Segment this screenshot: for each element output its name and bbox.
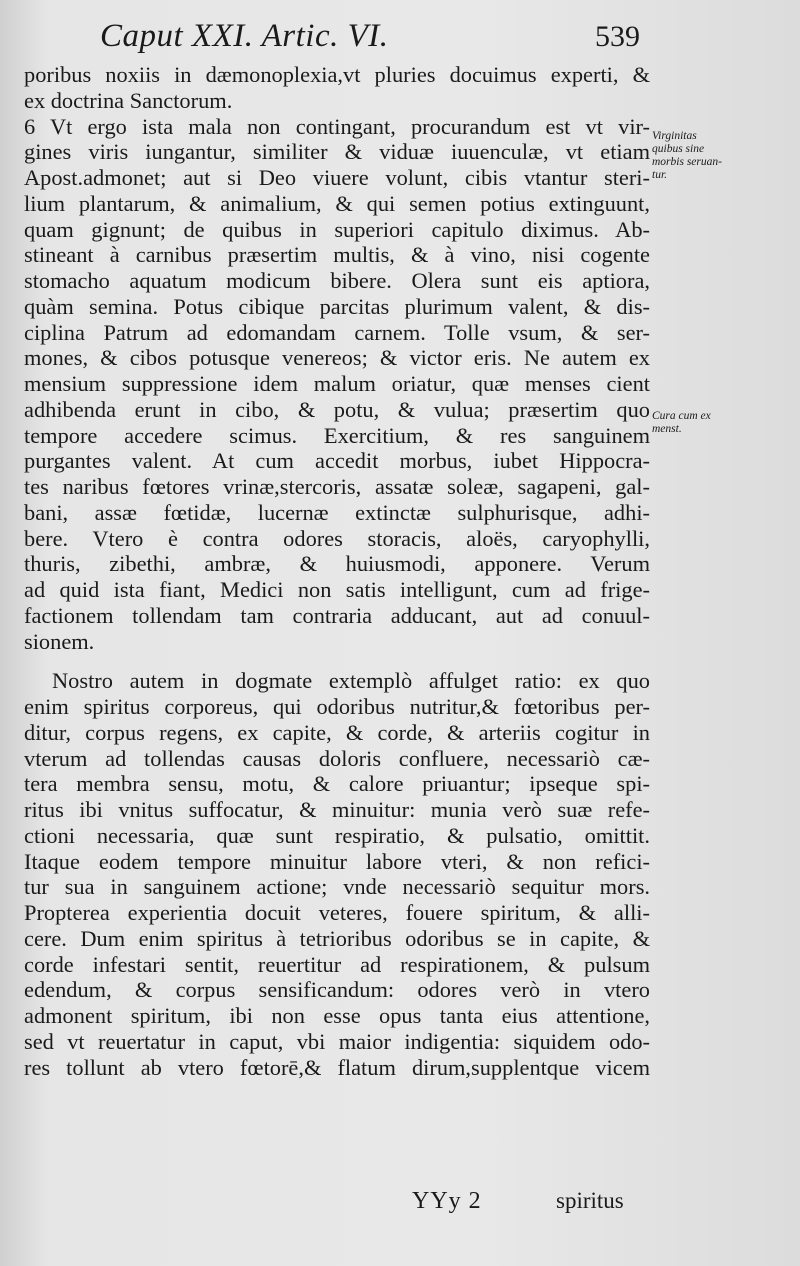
margin-note-line: menst.	[652, 423, 682, 435]
main-text	[24, 62, 650, 1080]
text-line: edendum, & corpus sensificandum: odores verò in vtero	[24, 977, 650, 1003]
text-line: quàm semina. Potus cibique parcitas plurimum valent, & dis-	[24, 293, 650, 319]
page-number: 539	[595, 20, 640, 53]
margin-note-line: quibus sine	[652, 143, 705, 155]
text-line: tes naribus fœtores vrinæ,stercoris, assatæ soleæ, sagapeni, gal-	[24, 474, 650, 499]
margin-note-line: tur.	[652, 169, 668, 181]
text-line: Nostro autem in dogmate extemplò affulget ratio: ex quo	[52, 668, 650, 694]
text-line: mensium suppressione idem malum oriatur, quæ menses cient	[24, 371, 650, 396]
text-line: tur sua in sanguinem actione; vnde necessariò sequitur mors.	[24, 874, 650, 900]
text-line: purgantes valent. At cum accedit morbus, iubet Hippocra-	[24, 448, 650, 474]
margin-note-line: Cura cum ex	[652, 410, 711, 422]
text-line: mones, & cibos potusque venereos; & victor eris. Ne autem ex	[24, 345, 650, 371]
page-footer	[0, 1188, 800, 1228]
text-line: ritus ibi vnitus suffocatur, & minuitur: munia verò suæ refe-	[24, 797, 650, 822]
text-line: admonent spiritum, ibi non esse opus tanta eius attentione,	[24, 1003, 650, 1028]
text-line: ex doctrina Sanctorum.	[24, 87, 233, 113]
text-line: ciplina Patrum ad edomandam carnem. Tolle vsum, & ser-	[24, 319, 650, 345]
text-line: stomacho aquatum modicum bibere. Olera sunt eis aptiora,	[24, 268, 650, 293]
text-line: Propterea experientia docuit veteres, fouere spiritum, & alli-	[24, 900, 650, 925]
text-line: vterum ad tollendas causas doloris confluere, necessariò cæ-	[24, 745, 650, 771]
text-line: lium plantarum, & animalium, & qui semen potius extinguunt,	[24, 190, 650, 216]
text-line: sionem.	[24, 628, 95, 654]
running-head: Caput XXI. Artic. VI.	[100, 18, 389, 54]
page-header	[100, 18, 640, 58]
margin-note-cura	[652, 410, 792, 436]
text-line: bere. Vtero è contra odores storacis, aloës, caryophylli,	[24, 525, 650, 551]
margin-note-line: Virginitas	[652, 130, 697, 142]
text-line: ctioni necessaria, quæ sunt respiratio, & pulsatio, omittit.	[24, 822, 650, 848]
text-line: gines viris iungantur, similiter & viduæ iuuenculæ, vt etiam	[24, 139, 650, 165]
signature-mark: YYy 2	[412, 1188, 482, 1214]
text-line: poribus noxiis in dæmonoplexia,vt pluries docuimus experti, &	[24, 62, 650, 87]
text-line: tempore accedere scimus. Exercitium, & res sanguinem	[24, 422, 650, 448]
text-line: quam gignunt; de quibus in superiori capitulo diximus. Ab-	[24, 216, 650, 242]
text-line: corde infestari sentit, reuertitur ad respirationem, & pulsum	[24, 951, 650, 977]
text-line: Apost.admonet; aut si Deo viuere volunt, cibis vtantur steri-	[24, 165, 650, 190]
text-line: sed vt reuertatur in caput, vbi maior indigentia: siquidem odo-	[24, 1028, 650, 1054]
text-line: adhibenda erunt in cibo, & potu, & vulua; præsertim quo	[24, 396, 650, 422]
text-line: bani, assæ fœtidæ, lucernæ extinctæ sulphurisque, adhi-	[24, 499, 650, 525]
text-line: ditur, corpus regens, ex capite, & corde, & arteriis cogitur in	[24, 719, 650, 745]
text-line: enim spiritus corporeus, qui odoribus nutritur,& fœtoribus per-	[24, 694, 650, 719]
text-line: ad quid ista fiant, Medici non satis intelligunt, cum ad frige-	[24, 577, 650, 602]
paragraph-gap	[24, 654, 650, 668]
margin-note-virginitas	[652, 130, 792, 182]
text-line: Itaque eodem tempore minuitur labore vteri, & non refici-	[24, 848, 650, 874]
text-line: thuris, zibethi, ambræ, & huiusmodi, apponere. Verum	[24, 551, 650, 577]
text-line: 6 Vt ergo ista mala non contingant, procurandum est vt vir-	[24, 113, 650, 139]
text-line: cere. Dum enim spiritus à tetrioribus odoribus se in capite, &	[24, 925, 650, 951]
text-line: res tollunt ab vtero fœtorē,& flatum dirum,supplentque vicem	[24, 1054, 650, 1080]
text-line: stineant à carnibus præsertim multis, & à vino, nisi cogente	[24, 242, 650, 268]
margin-note-line: morbis seruan-	[652, 156, 722, 168]
text-line: factionem tollendam tam contraria adducant, aut ad conuul-	[24, 602, 650, 628]
text-line: tera membra sensu, motu, & calore priuantur; ipseque spi-	[24, 771, 650, 797]
catchword: spiritus	[556, 1188, 624, 1213]
